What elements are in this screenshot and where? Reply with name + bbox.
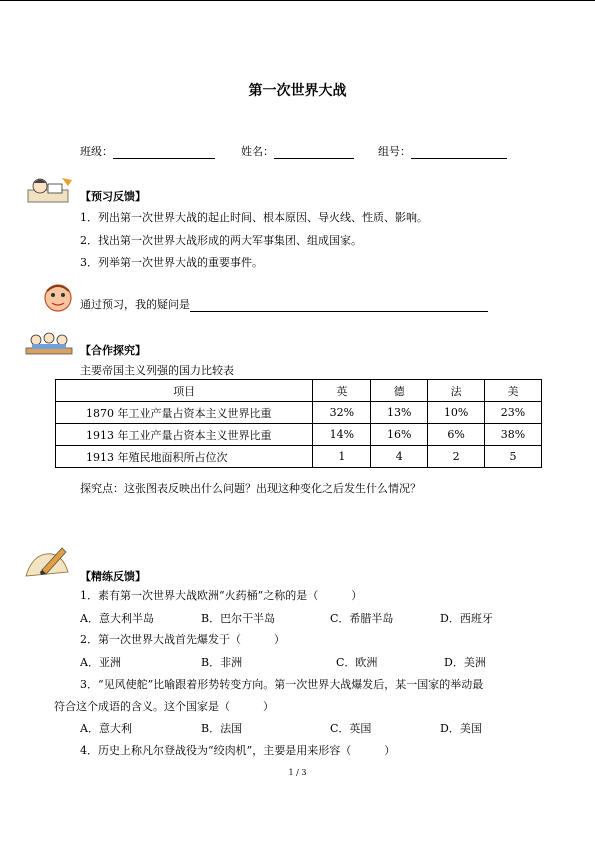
writing-pencil-icon bbox=[22, 542, 72, 580]
row-label: 1870 年工业产量占资本主义世界比重 bbox=[56, 402, 313, 424]
group-discussion-icon bbox=[24, 328, 74, 360]
name-blank[interactable] bbox=[274, 146, 354, 159]
cell: 16% bbox=[371, 424, 428, 446]
thinking-face-icon bbox=[42, 283, 74, 313]
top-rule bbox=[0, 0, 595, 1]
table-row bbox=[56, 424, 542, 446]
header-usa: 美 bbox=[485, 380, 542, 402]
cell: 23% bbox=[485, 402, 542, 424]
group-label: 组号： bbox=[378, 145, 411, 158]
cell: 10% bbox=[428, 402, 485, 424]
cell: 14% bbox=[313, 424, 371, 446]
preview-item-1: 1．列出第一次世界大战的起止时间、根本原因、导火线、性质、影响。 bbox=[80, 211, 428, 224]
q3-option-d: D．美国 bbox=[440, 722, 482, 735]
row-label: 1913 年殖民地面积所占位次 bbox=[56, 446, 313, 468]
table-header-row bbox=[56, 380, 542, 402]
cell: 6% bbox=[428, 424, 485, 446]
header-item: 项目 bbox=[56, 380, 313, 402]
preview-item-3: 3．列举第一次世界大战的重要事件。 bbox=[80, 256, 263, 269]
student-reading-icon bbox=[26, 174, 74, 206]
table-caption: 主要帝国主义列强的国力比较表 bbox=[80, 364, 234, 377]
q2-option-c: C．欧洲 bbox=[336, 656, 378, 669]
name-label: 姓名： bbox=[241, 145, 274, 158]
coop-heading: 【合作探究】 bbox=[80, 344, 146, 357]
explore-point: 探究点：这张图表反映出什么问题？出现这种变化之后发生什么情况？ bbox=[80, 482, 421, 495]
q2-option-b: B．非洲 bbox=[201, 656, 243, 669]
question-3-line-2: 符合这个成语的含义。这个国家是（ ） bbox=[54, 700, 274, 713]
cell: 1 bbox=[313, 446, 371, 468]
q1-option-c: C．希腊半岛 bbox=[330, 612, 394, 625]
q1-option-d: D．西班牙 bbox=[440, 612, 493, 625]
q1-option-a: A．意大利半岛 bbox=[80, 612, 154, 625]
question-3-line-1: 3．“见风使舵”比喻跟着形势转变方向。第一次世界大战爆发后，某一国家的举动最 bbox=[80, 678, 484, 691]
cell: 32% bbox=[313, 402, 371, 424]
question-2: 2．第一次世界大战首先爆发于（ ） bbox=[80, 633, 285, 646]
q3-option-c: C．英国 bbox=[330, 722, 372, 735]
header-germany: 德 bbox=[371, 380, 428, 402]
question-label: 通过预习，我的疑问是 bbox=[80, 298, 190, 311]
page-number: 1 / 3 bbox=[288, 768, 307, 777]
question-1: 1．素有第一次世界大战欧洲“火药桶”之称的是（ ） bbox=[80, 589, 363, 602]
cell: 5 bbox=[485, 446, 542, 468]
cell: 4 bbox=[371, 446, 428, 468]
q2-option-a: A．亚洲 bbox=[80, 656, 121, 669]
power-comparison-table bbox=[55, 379, 542, 468]
page-title: 第一次世界大战 bbox=[248, 83, 347, 99]
q3-option-b: B．法国 bbox=[201, 722, 243, 735]
header-britain: 英 bbox=[313, 380, 371, 402]
q3-option-a: A．意大利 bbox=[80, 722, 132, 735]
question-4: 4．历史上称凡尔登战役为“绞肉机”，主要是用来形容（ ） bbox=[80, 744, 396, 757]
class-blank[interactable] bbox=[113, 146, 215, 159]
preview-item-2: 2．找出第一次世界大战形成的两大军事集团、组成国家。 bbox=[80, 234, 362, 247]
class-label: 班级： bbox=[80, 145, 113, 158]
table-row bbox=[56, 446, 542, 468]
group-field bbox=[378, 143, 507, 159]
question-field bbox=[80, 296, 488, 312]
practice-heading: 【精练反馈】 bbox=[80, 570, 146, 583]
cell: 38% bbox=[485, 424, 542, 446]
row-label: 1913 年工业产量占资本主义世界比重 bbox=[56, 424, 313, 446]
cell: 13% bbox=[371, 402, 428, 424]
group-blank[interactable] bbox=[411, 146, 507, 159]
question-blank[interactable] bbox=[190, 299, 488, 312]
cell: 2 bbox=[428, 446, 485, 468]
q1-option-b: B．巴尔干半岛 bbox=[201, 612, 276, 625]
table-row bbox=[56, 402, 542, 424]
preview-heading: 【预习反馈】 bbox=[80, 190, 146, 203]
header-france: 法 bbox=[428, 380, 485, 402]
name-field bbox=[241, 143, 354, 159]
class-field bbox=[80, 143, 215, 159]
q2-option-d: D．美洲 bbox=[444, 656, 486, 669]
